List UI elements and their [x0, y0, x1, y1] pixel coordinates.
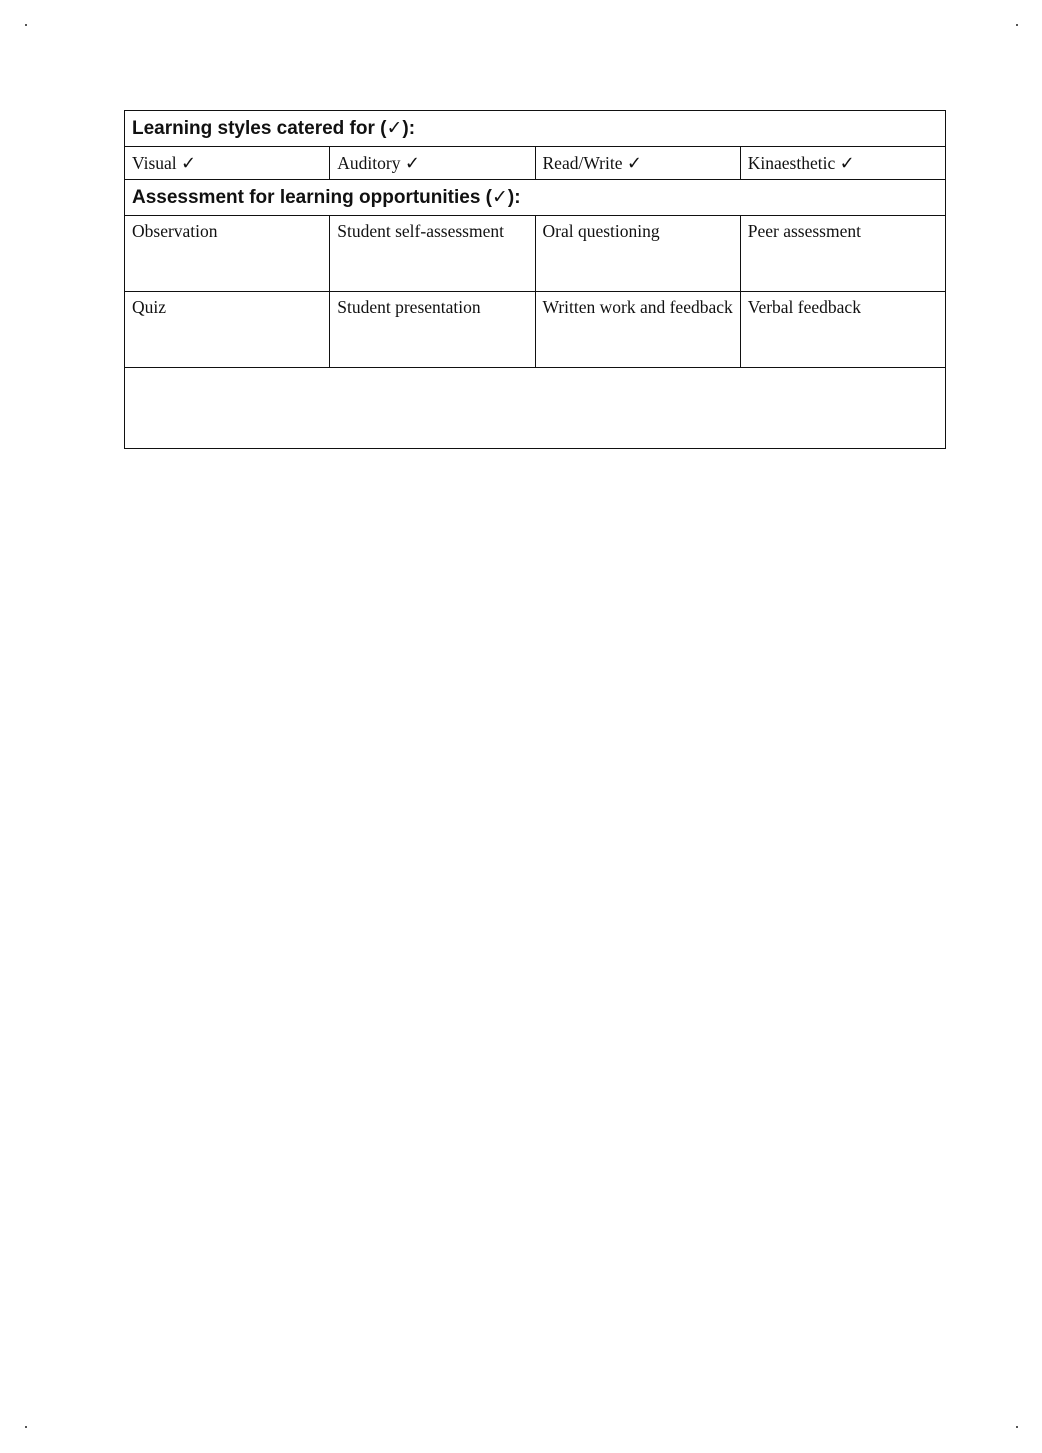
assessment-observation[interactable]: Observation — [125, 216, 330, 292]
notes-row — [125, 368, 946, 449]
lesson-plan-table — [124, 110, 946, 449]
learning-style-visual[interactable] — [125, 147, 330, 180]
crop-mark-top-right — [1016, 24, 1018, 26]
assessment-row — [125, 292, 946, 368]
check-icon: ✓ — [839, 152, 855, 174]
assessment-quiz[interactable]: Quiz — [125, 292, 330, 368]
learning-styles-heading: Learning styles catered for (✓): — [125, 111, 946, 147]
assessment-verbal-feedback[interactable]: Verbal feedback — [740, 292, 945, 368]
learning-style-auditory[interactable] — [330, 147, 535, 180]
assessment-student-presentation[interactable]: Student presentation — [330, 292, 535, 368]
crop-mark-bottom-right — [1016, 1426, 1018, 1428]
assessment-row — [125, 216, 946, 292]
check-icon: ✓ — [404, 152, 420, 174]
assessment-student-self-assessment[interactable]: Student self-assessment — [330, 216, 535, 292]
learning-style-label: Kinaesthetic — [747, 152, 836, 173]
assessment-heading-row — [125, 180, 946, 216]
crop-mark-top-left — [25, 24, 27, 26]
notes-cell[interactable] — [125, 368, 946, 449]
learning-style-label: Auditory — [337, 152, 401, 173]
learning-style-label: Visual — [132, 152, 177, 173]
assessment-peer-assessment[interactable]: Peer assessment — [740, 216, 945, 292]
check-icon: ✓ — [626, 152, 642, 174]
learning-style-label: Read/Write — [542, 152, 623, 173]
crop-mark-bottom-left — [25, 1426, 27, 1428]
learning-styles-heading-row — [125, 111, 946, 147]
learning-style-kinaesthetic[interactable] — [740, 147, 945, 180]
learning-style-read-write[interactable] — [535, 147, 740, 180]
learning-styles-row — [125, 147, 946, 180]
assessment-heading: Assessment for learning opportunities (✓): — [125, 180, 946, 216]
check-icon: ✓ — [181, 152, 197, 174]
assessment-written-work-and-feedback[interactable]: Written work and feedback — [535, 292, 740, 368]
assessment-oral-questioning[interactable]: Oral questioning — [535, 216, 740, 292]
